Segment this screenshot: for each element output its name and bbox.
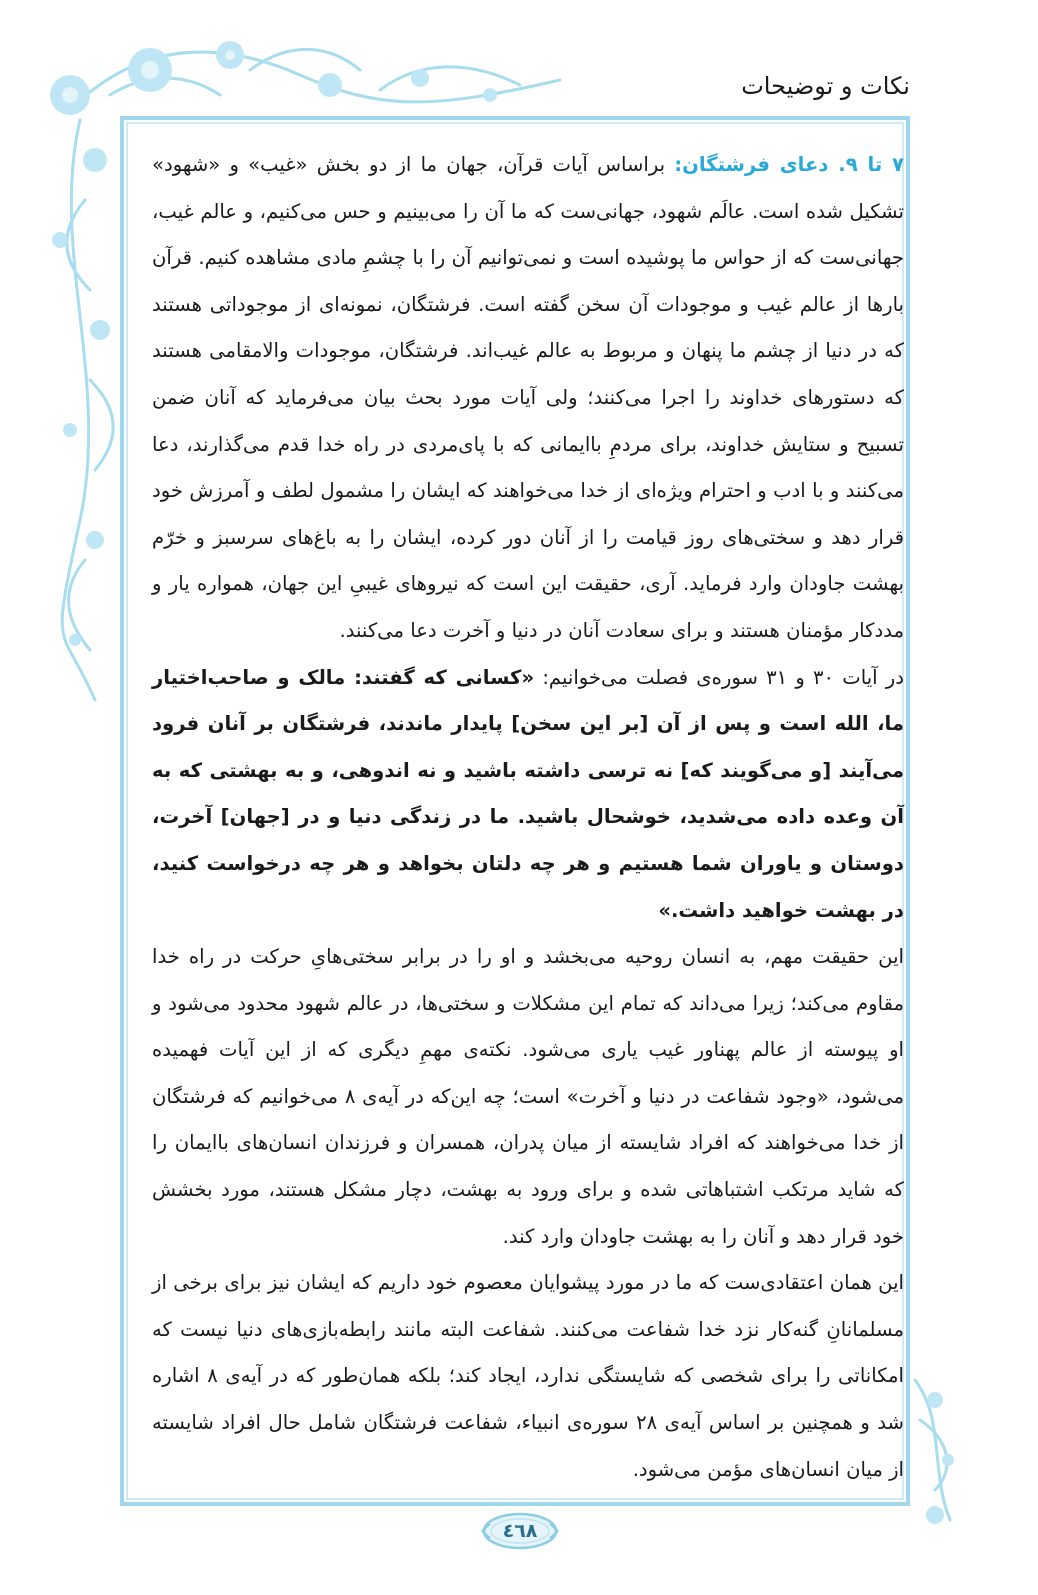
quran-quote: «کسانی که گفتند: مالک و صاحب‌اختیار ما، الله است و پس از آن [بر این سخن] پایدار ماندند، فرشتگان بر آنان فرود می‌آیند [و می‌گویند که] نه ترسی داشته باشید و نه اندوهی، و به بهشتی که به آن وعده داده می‌شدید، خوشحال باشید. ما در زندگی دنیا و در [جهان] آخرت، دوستان و یاوران شما هستیم و هر چه دلتان بخواهد و هر چه درخواست کنید، در بهشت خواهید داشت.» [152, 665, 904, 922]
section-heading: ۷ تا ۹. دعای فرشتگان: [674, 153, 904, 176]
paragraph-text: این حقیقت مهم، به انسان روحیه می‌بخشد و او را در برابر سختی‌هایِ حرکت در راه خدا مقاوم می‌کند؛ زیرا می‌داند که تمام این مشکلات و سختی‌ها، در عالم شهود محدود می‌شود و او پیوسته از عالم پهناور غیب یاری می‌شود. نکته‌ی مهمِ دیگری که از این آیات فهمیده می‌شود، «وجود شفاعت در دنیا و آخرت» است؛ چه این‌که در آیه‌ی ۸ می‌خوانیم که فرشتگان از خدا می‌خواهند که افراد شایسته از میان پدران، همسران و فرزندان انسان‌های باایمان را که شاید مرتکب اشتباهاتی شده و برای ورود به بهشت، دچار مشکل هستند، مورد بخشش خود قرار دهد و آنان را به بهشت جاودان وارد کند. [152, 945, 904, 1248]
paragraph-text: در آیات ۳۰ و ۳۱ سوره‌ی فصلت می‌خوانیم: [534, 665, 904, 689]
paragraph [152, 1260, 904, 1493]
running-header: نکات و توضیحات [741, 72, 910, 100]
paragraph-text: این همان اعتقادی‌ست که ما در مورد پیشوایان معصوم خود داریم که ایشان نیز برای برخی از مسلمانانِ گنه‌کار نزد خدا شفاعت می‌کنند. شفاعت البته مانند رابطه‌بازی‌های دنیا نیست که امکاناتی را برای شخصی که شایستگی ندارد، ایجاد کند؛ بلکه همان‌طور که در آیه‌ی ۸ اشاره شد و همچنین بر اساس آیه‌ی ۲۸ سوره‌ی انبیاء، شفاعت فرشتگان شامل حال افراد شایسته از میان انسان‌های مؤمن می‌شود. [152, 1271, 904, 1481]
paragraph [152, 655, 904, 935]
paragraph-text: براساس آیات قرآن، جهان ما از دو بخش «غیب» و «شهود» تشکیل شده است. عالَم شهود، جهانی‌ست که ما آن را می‌بینیم و حس می‌کنیم، و عالم غیب، جهانی‌ست که از حواس ما پوشیده است و نمی‌توانیم آن را با چشمِ مادی مشاهده کنیم. قرآن بارها از عالم غیب و موجودات آن سخن گفته است. فرشتگان، نمونه‌ای از موجوداتی هستند که در دنیا از چشم ما پنهان و مربوط به عالم غیب‌اند. فرشتگان، موجودات والامقامی هستند که دستورهای خداوند را اجرا می‌کنند؛ ولی آیات مورد بحث بیان می‌فرماید که آنان ضمن تسبیح و ستایش خداوند، برای مردمِ باایمانی که با پای‌مردی در راه خدا قدم می‌گذارند، دعا می‌کنند و با ادب و احترام ویژه‌ای از خدا می‌خواهند که ایشان را مشمول لطف و آمرزش خود قرار دهد و سختی‌های روز قیامت را از آنان دور کرده، ایشان را به باغ‌های سرسبز و خرّم بهشت جاودان وارد فرماید. آری، حقیقت این است که نیروهای غیبیِ این جهان، همواره یار و مددکار مؤمنان هستند و برای سعادت آنان در دنیا و آخرت دعا می‌کنند. [152, 153, 904, 642]
paragraph [152, 934, 904, 1260]
body-text [152, 142, 904, 1493]
page-number: ٤٦٨ [502, 1520, 538, 1542]
paragraph [152, 142, 904, 655]
